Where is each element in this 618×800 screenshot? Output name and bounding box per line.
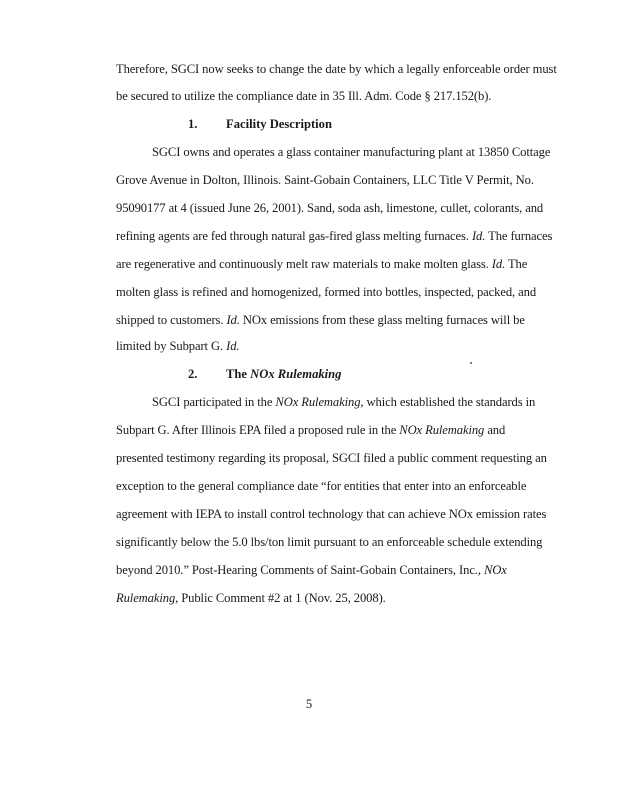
section-title	[226, 367, 341, 382]
text-run: are regenerative and continuously melt raw materials to make molten glass.	[116, 257, 492, 271]
body-text-line: Grove Avenue in Dolton, Illinois. Saint-Gobain Containers, LLC Title V Permit, No.	[116, 173, 534, 187]
text-run: , Public Comment #2 at 1 (Nov. 25, 2008).	[175, 591, 386, 605]
citation-id: Id.	[491, 257, 506, 271]
italic-run: NOx Rulemaking	[399, 423, 485, 437]
italic-run: NOx	[483, 563, 507, 577]
body-text-line	[116, 229, 552, 244]
section-number: 2.	[188, 367, 198, 381]
text-run: limited by Subpart G.	[116, 339, 227, 353]
text-run: NOx emissions from these glass melting furnaces will be	[239, 313, 525, 327]
section-number: 1.	[188, 117, 198, 131]
text-run: Subpart G. After Illinois EPA filed a proposed rule in the	[116, 423, 400, 437]
body-text-line	[116, 257, 527, 272]
italic-run: Rulemaking	[116, 591, 176, 605]
text-run: The furnaces	[485, 229, 553, 243]
body-text-line	[152, 395, 535, 410]
text-run: beyond 2010.” Post-Hearing Comments of Saint-Gobain Containers, Inc.,	[116, 563, 484, 577]
page-number: 5	[305, 697, 313, 711]
body-text-line: presented testimony regarding its proposal, SGCI filed a public comment requesting an	[116, 451, 547, 465]
scan-speck	[470, 362, 472, 364]
body-text-line: 95090177 at 4 (issued June 26, 2001). Sand, soda ash, limestone, cullet, colorants, and	[116, 201, 544, 215]
text-run: refining agents are fed through natural gas-fired glass melting furnaces.	[116, 229, 472, 243]
text-run: SGCI participated in the	[152, 395, 276, 409]
section-title-text: The	[226, 367, 251, 381]
body-text-line	[116, 563, 507, 578]
citation-id: Id.	[226, 339, 240, 353]
body-text-line	[116, 591, 386, 606]
body-text-line	[116, 339, 239, 354]
body-text-line: exception to the general compliance date “for entities that enter into an enforceable	[116, 479, 527, 493]
body-text-line: molten glass is refined and homogenized, formed into bottles, inspected, packed, and	[116, 285, 537, 299]
body-text-line: Therefore, SGCI now seeks to change the date by which a legally enforceable order must	[116, 62, 557, 76]
body-text-line: be secured to utilize the compliance date in 35 Ill. Adm. Code § 217.152(b).	[116, 89, 492, 103]
body-text-line: SGCI owns and operates a glass container manufacturing plant at 13850 Cottage	[152, 145, 551, 159]
citation-id: Id.	[471, 229, 486, 243]
text-run: and	[484, 423, 506, 437]
body-text-line: agreement with IEPA to install control technology that can achieve NOx emission rates	[116, 507, 547, 521]
text-run: shipped to customers.	[116, 313, 227, 327]
body-text-line	[116, 313, 525, 328]
body-text-line	[116, 423, 505, 438]
citation-id: Id.	[226, 313, 240, 327]
body-text-line: significantly below the 5.0 lbs/ton limit pursuant to an enforceable schedule extending	[116, 535, 543, 549]
italic-run: NOx Rulemaking	[275, 395, 361, 409]
section-title: Facility Description	[226, 117, 332, 131]
text-run: , which established the standards in	[360, 395, 536, 409]
text-run: The	[505, 257, 528, 271]
section-title-italic: NOx Rulemaking	[250, 367, 342, 381]
